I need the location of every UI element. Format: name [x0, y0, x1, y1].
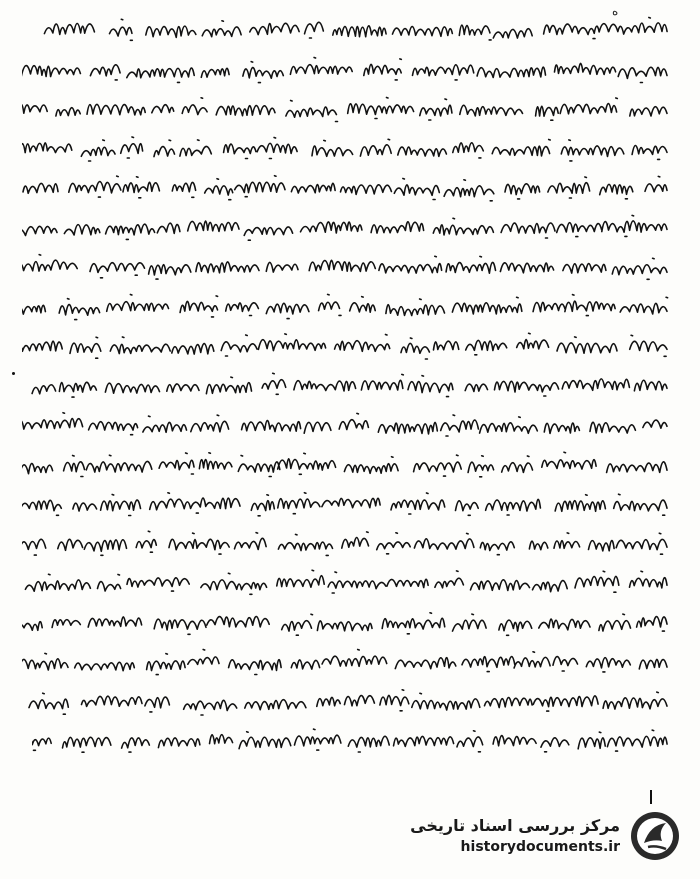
- handwritten-line: [22, 607, 672, 637]
- handwritten-line: [22, 370, 672, 400]
- ink-strokes: [22, 370, 672, 400]
- handwritten-line: [22, 330, 672, 360]
- ink-strokes: [22, 133, 672, 163]
- handwritten-line: [22, 449, 672, 479]
- ink-strokes: [22, 291, 672, 321]
- ink-strokes: [22, 54, 672, 84]
- handwritten-letter: [22, 14, 672, 804]
- handwritten-line: [22, 646, 672, 676]
- ink-strokes: [22, 686, 672, 716]
- ink-strokes: [22, 251, 672, 281]
- handwritten-line: [22, 251, 672, 281]
- page-number-mark: ه: [612, 4, 619, 18]
- handwritten-line: [22, 291, 672, 321]
- ink-strokes: [22, 607, 672, 637]
- ink-strokes: [32, 725, 672, 755]
- handwritten-line: [32, 14, 672, 44]
- ink-strokes: [22, 488, 672, 518]
- watermark-title: مرکز بررسی اسناد تاریخی: [410, 816, 620, 835]
- ink-strokes: [32, 14, 672, 44]
- margin-mark: [12, 372, 15, 375]
- handwritten-line: [22, 686, 672, 716]
- ink-strokes: [22, 567, 672, 597]
- handwritten-line: [22, 488, 672, 518]
- ink-strokes: [22, 646, 672, 676]
- handwritten-line: [22, 567, 672, 597]
- handwritten-line: [22, 409, 672, 439]
- handwritten-line: [22, 172, 672, 202]
- ink-strokes: [22, 93, 672, 123]
- ink-strokes: [22, 212, 672, 242]
- ink-strokes: [22, 172, 672, 202]
- handwritten-line: [22, 133, 672, 163]
- archive-watermark: [402, 805, 682, 867]
- watermark-url: historydocuments.ir: [460, 839, 620, 855]
- handwritten-line: [22, 212, 672, 242]
- ink-strokes: [22, 330, 672, 360]
- ink-strokes: [22, 449, 672, 479]
- handwritten-line: [22, 528, 672, 558]
- historydocuments-logo-icon: [628, 809, 682, 863]
- ink-strokes: [22, 409, 672, 439]
- ink-strokes: [22, 528, 672, 558]
- handwritten-line: [22, 93, 672, 123]
- handwritten-line: [22, 54, 672, 84]
- handwritten-line: [32, 725, 672, 755]
